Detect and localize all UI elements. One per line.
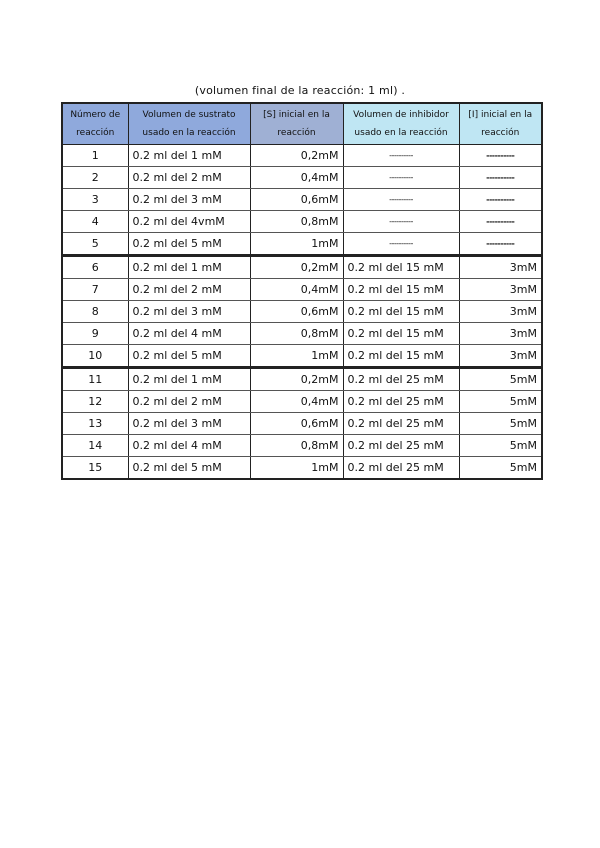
header-inhibitor-concentration [459,103,542,145]
reaction-number: 8 [62,301,128,323]
inhibitor-concentration: ---------- [459,211,542,233]
header-inhibitor-volume [343,103,459,145]
table-row [62,435,542,457]
table-row [62,211,542,233]
inhibitor-concentration: ---------- [459,167,542,189]
table-row [62,189,542,211]
substrate-concentration: 0,6mM [250,413,343,435]
substrate-concentration: 1mM [250,233,343,256]
substrate-concentration: 0,2mM [250,145,343,167]
reaction-number: 13 [62,413,128,435]
inhibitor-volume: 0.2 ml del 25 mM [343,391,459,413]
reaction-number: 5 [62,233,128,256]
header-line: [S] inicial en la [263,110,330,120]
reaction-number: 2 [62,167,128,189]
header-line: [I] inicial en la [468,110,533,120]
reaction-number: 12 [62,391,128,413]
inhibitor-volume: ---------- [343,167,459,189]
substrate-concentration: 0,6mM [250,301,343,323]
substrate-volume: 0.2 ml del 2 mM [128,167,250,189]
header-substrate-concentration [250,103,343,145]
table-row [62,167,542,189]
inhibitor-concentration: 5mM [459,391,542,413]
substrate-concentration: 0,4mM [250,167,343,189]
inhibitor-volume: 0.2 ml del 25 mM [343,457,459,480]
header-line: reacción [481,128,520,138]
inhibitor-concentration: ---------- [459,233,542,256]
inhibitor-volume: 0.2 ml del 15 mM [343,256,459,279]
inhibitor-volume: 0.2 ml del 15 mM [343,323,459,345]
substrate-volume: 0.2 ml del 4 mM [128,435,250,457]
reaction-number: 4 [62,211,128,233]
inhibitor-volume: 0.2 ml del 15 mM [343,279,459,301]
table-row [62,279,542,301]
reaction-number: 10 [62,345,128,368]
substrate-volume: 0.2 ml del 4vmM [128,211,250,233]
substrate-concentration: 0,4mM [250,279,343,301]
header-row [62,103,542,145]
header-line: reacción [76,128,115,138]
substrate-concentration: 0,8mM [250,211,343,233]
header-substrate-volume [128,103,250,145]
table-row [62,413,542,435]
inhibitor-volume: 0.2 ml del 25 mM [343,413,459,435]
inhibitor-volume: ---------- [343,145,459,167]
substrate-volume: 0.2 ml del 1 mM [128,256,250,279]
inhibitor-concentration: 3mM [459,279,542,301]
table-row [62,345,542,368]
inhibitor-concentration: 5mM [459,413,542,435]
inhibitor-volume: ---------- [343,233,459,256]
table-row [62,233,542,256]
substrate-volume: 0.2 ml del 1 mM [128,145,250,167]
substrate-volume: 0.2 ml del 2 mM [128,279,250,301]
substrate-concentration: 0,4mM [250,391,343,413]
table-row [62,323,542,345]
substrate-concentration: 1mM [250,457,343,480]
header-line: reacción [277,128,316,138]
inhibitor-volume: 0.2 ml del 25 mM [343,435,459,457]
inhibitor-concentration: 3mM [459,301,542,323]
reaction-number: 6 [62,256,128,279]
inhibitor-concentration: ---------- [459,145,542,167]
inhibitor-concentration: 5mM [459,368,542,391]
substrate-volume: 0.2 ml del 1 mM [128,368,250,391]
inhibitor-volume: ---------- [343,189,459,211]
substrate-volume: 0.2 ml del 5 mM [128,233,250,256]
header-line: Volumen de sustrato [142,110,236,120]
inhibitor-volume: 0.2 ml del 15 mM [343,345,459,368]
reaction-number: 15 [62,457,128,480]
inhibitor-volume: 0.2 ml del 25 mM [343,368,459,391]
substrate-concentration: 0,8mM [250,323,343,345]
substrate-concentration: 0,2mM [250,256,343,279]
header-line: Número de [70,110,121,120]
table-row [62,145,542,167]
reaction-number: 7 [62,279,128,301]
substrate-concentration: 1mM [250,345,343,368]
substrate-volume: 0.2 ml del 3 mM [128,413,250,435]
substrate-concentration: 0,6mM [250,189,343,211]
substrate-volume: 0.2 ml del 3 mM [128,301,250,323]
reaction-number: 1 [62,145,128,167]
header-line: usado en la reacción [354,128,448,138]
inhibitor-concentration: ---------- [459,189,542,211]
reaction-number: 11 [62,368,128,391]
inhibitor-concentration: 3mM [459,345,542,368]
reaction-number: 3 [62,189,128,211]
inhibitor-concentration: 3mM [459,323,542,345]
substrate-volume: 0.2 ml del 3 mM [128,189,250,211]
substrate-concentration: 0,8mM [250,435,343,457]
substrate-concentration: 0,2mM [250,368,343,391]
reaction-number: 9 [62,323,128,345]
table-row [62,391,542,413]
inhibitor-volume: 0.2 ml del 15 mM [343,301,459,323]
reaction-table [61,102,543,480]
reaction-number: 14 [62,435,128,457]
substrate-volume: 0.2 ml del 5 mM [128,345,250,368]
table-row [62,256,542,279]
inhibitor-concentration: 3mM [459,256,542,279]
inhibitor-concentration: 5mM [459,435,542,457]
substrate-volume: 0.2 ml del 2 mM [128,391,250,413]
table-caption: (volumen final de la reacción: 1 ml) . [194,84,406,97]
table-row [62,301,542,323]
table-row [62,368,542,391]
substrate-volume: 0.2 ml del 4 mM [128,323,250,345]
header-line: Volumen de inhibidor [353,110,449,120]
table-row [62,457,542,480]
header-reaction-number [62,103,128,145]
inhibitor-concentration: 5mM [459,457,542,480]
substrate-volume: 0.2 ml del 5 mM [128,457,250,480]
header-line: usado en la reacción [142,128,236,138]
inhibitor-volume: ---------- [343,211,459,233]
